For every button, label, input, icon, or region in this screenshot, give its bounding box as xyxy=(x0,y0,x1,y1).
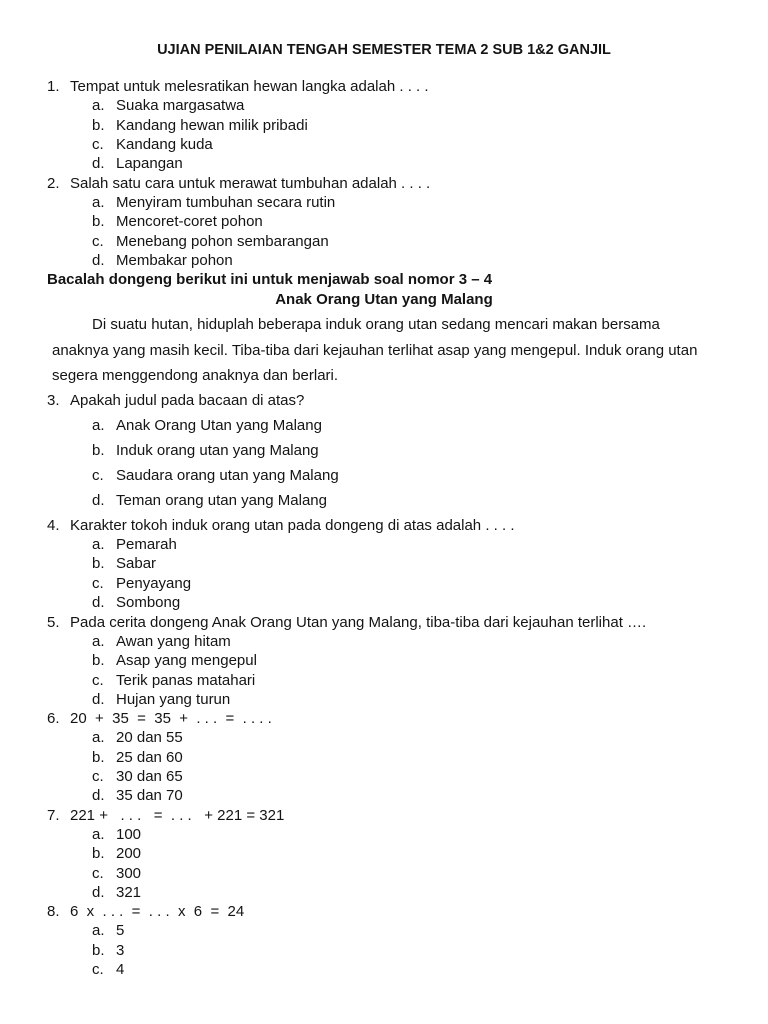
option-text: Suaka margasatwa xyxy=(116,97,245,114)
option-letter: a. xyxy=(92,417,105,434)
option-text: 200 xyxy=(116,845,142,862)
question-text: 221 + . . . = . . . + 221 = 321 xyxy=(70,807,285,824)
reading-instruction: Bacalah dongeng berikut ini untuk menjawab soal nomor 3 – 4 xyxy=(47,271,493,288)
option-text: Sabar xyxy=(116,555,157,572)
option-text: Saudara orang utan yang Malang xyxy=(116,467,339,484)
option-letter: d. xyxy=(92,155,105,172)
option-letter: c. xyxy=(92,961,104,978)
option-text: Teman orang utan yang Malang xyxy=(116,492,327,509)
option-text: Menyiram tumbuhan secara rutin xyxy=(116,194,336,211)
option-text: 30 dan 65 xyxy=(116,768,183,785)
question-number: 3. xyxy=(47,392,60,409)
option-letter: b. xyxy=(92,749,105,766)
option-text: 321 xyxy=(116,884,142,901)
option-text: 20 dan 55 xyxy=(116,729,183,746)
question-number: 6. xyxy=(47,710,60,727)
option-letter: d. xyxy=(92,691,105,708)
question-text: Pada cerita dongeng Anak Orang Utan yang Malang, tiba-tiba dari kejauhan terlihat …. xyxy=(70,614,647,631)
option-letter: b. xyxy=(92,442,105,459)
option-letter: b. xyxy=(92,652,105,669)
option-letter: b. xyxy=(92,845,105,862)
option-text: Anak Orang Utan yang Malang xyxy=(116,417,322,434)
question-number: 2. xyxy=(47,175,60,192)
question-text: 6 x . . . = . . . x 6 = 24 xyxy=(70,903,245,920)
option-text: Terik panas matahari xyxy=(116,672,256,689)
option-letter: a. xyxy=(92,729,105,746)
option-letter: b. xyxy=(92,942,105,959)
question-number: 4. xyxy=(47,517,60,534)
option-letter: b. xyxy=(92,555,105,572)
option-letter: a. xyxy=(92,922,105,939)
option-letter: c. xyxy=(92,467,104,484)
option-text: Membakar pohon xyxy=(116,252,233,269)
option-letter: a. xyxy=(92,97,105,114)
option-letter: c. xyxy=(92,233,104,250)
story-line-2: anaknya yang masih kecil. Tiba-tiba dari kejauhan terlihat asap yang mengepul. Induk orang utan xyxy=(52,342,698,359)
option-letter: c. xyxy=(92,768,104,785)
option-text: Mencoret-coret pohon xyxy=(116,213,263,230)
option-text: Sombong xyxy=(116,594,181,611)
option-text: Hujan yang turun xyxy=(116,691,231,708)
option-letter: d. xyxy=(92,787,105,804)
option-letter: a. xyxy=(92,826,105,843)
option-letter: b. xyxy=(92,117,105,134)
option-text: 25 dan 60 xyxy=(116,749,183,766)
option-text: Asap yang mengepul xyxy=(116,652,257,669)
question-text: Tempat untuk melesratikan hewan langka adalah . . . . xyxy=(70,78,429,95)
option-letter: d. xyxy=(92,252,105,269)
story-line-3: segera menggendong anaknya dan berlari. xyxy=(52,367,339,384)
option-letter: d. xyxy=(92,594,105,611)
option-text: 4 xyxy=(116,961,125,978)
option-text: Awan yang hitam xyxy=(116,633,231,650)
option-text: Penyayang xyxy=(116,575,192,592)
question-number: 1. xyxy=(47,78,60,95)
option-letter: a. xyxy=(92,194,105,211)
option-text: Kandang kuda xyxy=(116,136,213,153)
option-letter: d. xyxy=(92,492,105,509)
question-text: 20 + 35 = 35 + . . . = . . . . xyxy=(70,710,272,727)
option-text: 100 xyxy=(116,826,142,843)
option-text: Induk orang utan yang Malang xyxy=(116,442,319,459)
option-text: 5 xyxy=(116,922,125,939)
question-number: 8. xyxy=(47,903,60,920)
option-letter: b. xyxy=(92,213,105,230)
option-text: Lapangan xyxy=(116,155,183,172)
option-letter: a. xyxy=(92,536,105,553)
exam-title: UJIAN PENILAIAN TENGAH SEMESTER TEMA 2 SUB 1&2 GANJIL xyxy=(157,42,611,58)
question-text: Karakter tokoh induk orang utan pada dongeng di atas adalah . . . . xyxy=(70,517,515,534)
option-text: Pemarah xyxy=(116,536,177,553)
question-text: Salah satu cara untuk merawat tumbuhan adalah . . . . xyxy=(70,175,431,192)
option-letter: d. xyxy=(92,884,105,901)
question-text: Apakah judul pada bacaan di atas? xyxy=(70,392,305,409)
option-text: 300 xyxy=(116,865,142,882)
option-text: Menebang pohon sembarangan xyxy=(116,233,329,250)
option-text: 3 xyxy=(116,942,125,959)
story-line-1: Di suatu hutan, hiduplah beberapa induk orang utan sedang mencari makan bersama xyxy=(92,316,660,333)
option-letter: c. xyxy=(92,136,104,153)
option-letter: c. xyxy=(92,865,104,882)
question-number: 7. xyxy=(47,807,60,824)
question-number: 5. xyxy=(47,614,60,631)
option-letter: a. xyxy=(92,633,105,650)
story-title: Anak Orang Utan yang Malang xyxy=(275,291,493,308)
option-text: 35 dan 70 xyxy=(116,787,183,804)
option-letter: c. xyxy=(92,575,104,592)
option-letter: c. xyxy=(92,672,104,689)
option-text: Kandang hewan milik pribadi xyxy=(116,117,308,134)
